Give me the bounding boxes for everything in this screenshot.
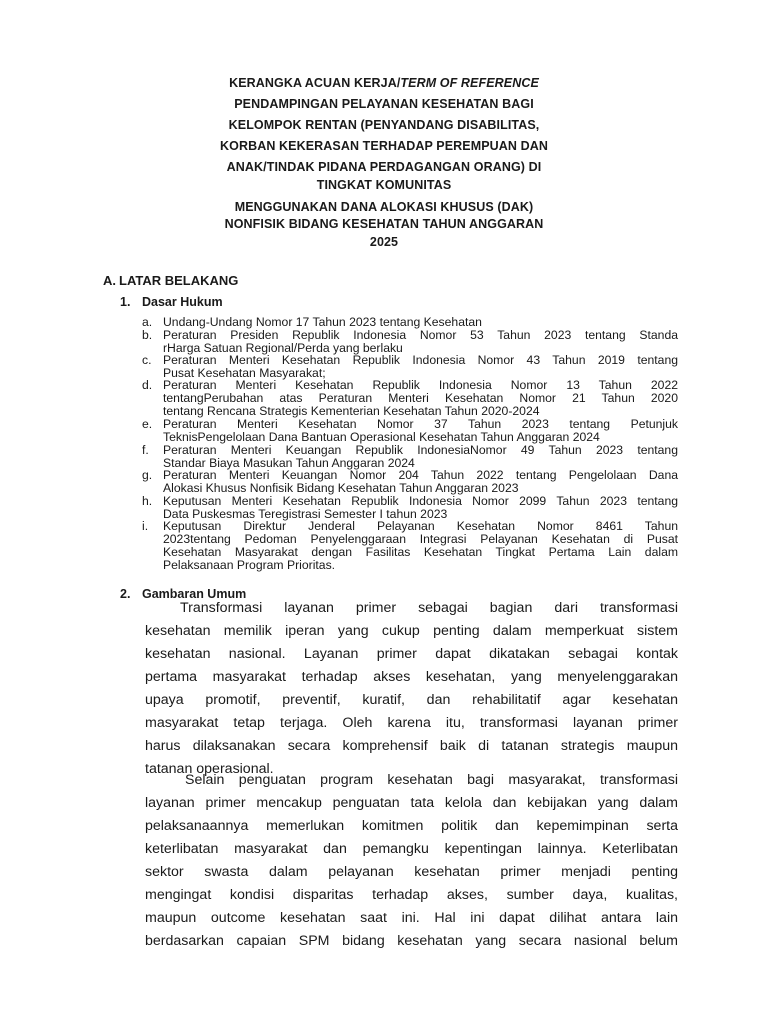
paragraph-line: mengingat kondisi disparitas terhadap akses, sumber daya, kualitas, [145,887,678,903]
subheading-dasar-hukum [120,295,223,309]
subheading-number: 2. [120,587,131,601]
law-line: Standar Biaya Masukan Tahun Anggaran 2024 [163,456,415,470]
law-item-h [142,495,678,521]
law-letter: h. [142,494,153,508]
paragraph-line: tatanan operasional. [145,761,274,777]
doc-title-line-4: KORBAN KEKERASAN TERHADAP PEREMPUAN DAN [220,139,548,153]
law-line: Peraturan Menteri Keuangan Republik IndonesiaNomor 49 Tahun 2023 tentang [163,443,678,457]
section-heading-a [103,273,238,288]
paragraph-line: berdasarkan capaian SPM bidang kesehatan yang secara nasional belum [145,933,678,949]
paragraph-line: sektor swasta dalam pelayanan kesehatan primer menjadi penting [145,864,678,880]
paragraph-line: harus dilaksanakan secara komprehensif baik di tatanan strategis maupun [145,738,678,754]
section-number: A. [103,273,116,288]
law-item-g [142,469,678,495]
doc-title-line-3: KELOMPOK RENTAN (PENYANDANG DISABILITAS, [228,118,540,132]
law-letter: e. [142,417,153,431]
subheading-label: Gambaran Umum [142,587,247,601]
doc-title-line-7: MENGGUNAKAN DANA ALOKASI KHUSUS (DAK) [234,200,534,214]
paragraph-line: maupun outcome kesehatan saat ini. Hal ini dapat dilihat antara lain [145,910,678,926]
paragraph-line: pertama masyarakat terhadap akses kesehatan, yang menyelenggarakan [145,669,678,685]
law-line: Pusat Kesehatan Masyarakat; [163,366,326,380]
law-letter: i. [142,519,149,533]
law-line: tentang Rencana Strategis Kementerian Kesehatan Tahun 2020-2024 [163,404,540,418]
law-item-f [142,444,678,470]
doc-title-line-5: ANAK/TINDAK PIDANA PERDAGANGAN ORANG) DI [226,160,542,174]
paragraph-line: Selain penguatan program kesehatan bagi masyarakat, transformasi [185,772,678,788]
law-item-e [142,418,678,444]
paragraph-line: keterlibatan masyarakat dan pemangku kepentingan lainnya. Keterlibatan [145,841,678,857]
law-line: Peraturan Presiden Republik Indonesia Nomor 53 Tahun 2023 tentang Standa [163,328,678,342]
law-line: Keputusan Direktur Jenderal Pelayanan Kesehatan Nomor 8461 Tahun [163,519,678,533]
law-line: Peraturan Menteri Kesehatan Republik Indonesia Nomor 43 Tahun 2019 tentang [163,353,678,367]
law-item-i [142,520,678,572]
doc-title-line-1 [0,76,768,90]
subheading-number: 1. [120,295,131,309]
law-letter: c. [142,353,152,367]
doc-title-line-2: PENDAMPINGAN PELAYANAN KESEHATAN BAGI [234,97,534,111]
law-letter: g. [142,468,153,482]
law-line: Kesehatan Masyarakat dengan Fasilitas Kesehatan Tingkat Pertama Lain dalam [163,545,678,559]
law-letter: b. [142,328,153,342]
doc-title-line-8: NONFISIK BIDANG KESEHATAN TAHUN ANGGARAN [224,217,544,231]
law-line: 2023tentang Pedoman Penyelenggaraan Integrasi Pelayanan Kesehatan di Pusat [163,532,678,546]
law-line: Alokasi Khusus Nonfisik Bidang Kesehatan Tahun Anggaran 2023 [163,481,519,495]
doc-title-line-9: 2025 [369,235,399,249]
law-letter: d. [142,378,153,392]
paragraph-line: upaya promotif, preventif, kuratif, dan rehabilitatif agar kesehatan [145,692,678,708]
paragraph-line: Transformasi layanan primer sebagai bagian dari transformasi [180,600,678,616]
law-line: tentangPerubahan atas Peraturan Menteri Kesehatan Nomor 21 Tahun 2020 [163,391,678,405]
law-letter: f. [142,443,149,457]
law-line: TeknisPengelolaan Dana Bantuan Operasional Kesehatan Tahun Anggaran 2024 [163,430,600,444]
law-item-d [142,379,678,418]
paragraph-line: kesehatan memilik iperan yang cukup penting dalam memperkuat sistem [145,623,678,639]
title-italic: TERM OF REFERENCE [400,76,539,90]
law-line: Keputusan Menteri Kesehatan Republik Indonesia Nomor 2099 Tahun 2023 tentang [163,494,678,508]
doc-title-line-6: TINGKAT KOMUNITAS [316,178,452,192]
law-line: Data Puskesmas Teregistrasi Semester I tahun 2023 [163,507,448,521]
paragraph-2 [145,769,678,953]
law-line: Peraturan Menteri Kesehatan Nomor 37 Tahun 2023 tentang Petunjuk [163,417,678,431]
law-line: Peraturan Menteri Keuangan Nomor 204 Tahun 2022 tentang Pengelolaan Dana [163,468,678,482]
law-line: Undang-Undang Nomor 17 Tahun 2023 tentang Kesehatan [163,315,482,329]
subheading-label: Dasar Hukum [142,295,223,309]
title-prefix: KERANGKA ACUAN KERJA/ [229,76,401,90]
law-line: rHarga Satuan Regional/Perda yang berlaku [163,341,403,355]
section-label: LATAR BELAKANG [119,273,239,288]
paragraph-1 [145,597,678,781]
paragraph-line: layanan primer mencakup penguatan tata kelola dan kebijakan yang dalam [145,795,678,811]
law-line: Peraturan Menteri Kesehatan Republik Indonesia Nomor 13 Tahun 2022 [163,378,678,392]
law-item-c [142,354,678,380]
paragraph-line: pelaksanaannya memerlukan komitmen politik dan kepemimpinan serta [145,818,678,834]
paragraph-line: kesehatan nasional. Layanan primer dapat dikatakan sebagai kontak [145,646,678,662]
law-item-b [142,329,678,355]
paragraph-line: masyarakat tetap terjaga. Oleh karena itu, transformasi layanan primer [145,715,678,731]
law-line: Pelaksanaan Program Prioritas. [163,558,336,572]
law-letter: a. [142,315,153,329]
